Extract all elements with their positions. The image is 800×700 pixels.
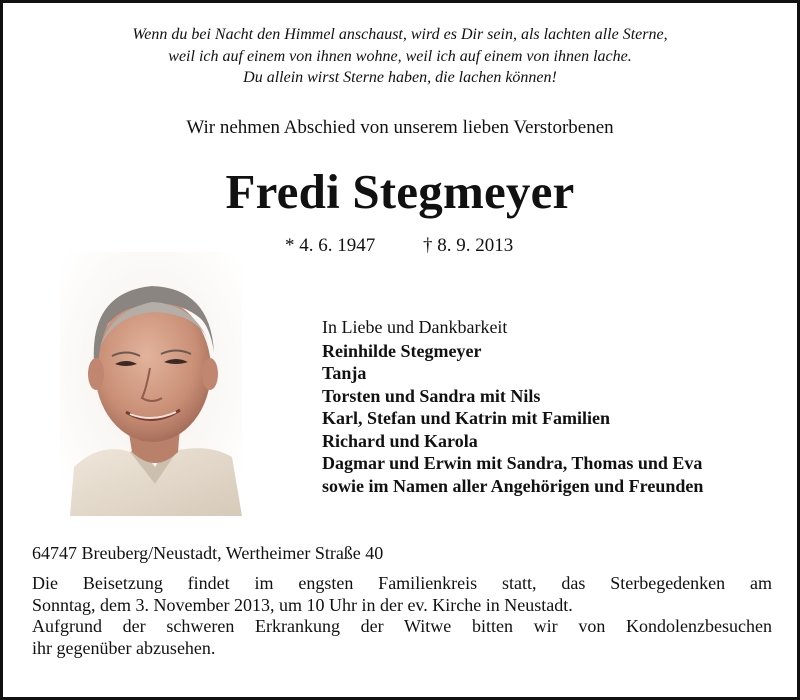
quote-line: Wenn du bei Nacht den Himmel anschaust, wird es Dir sein, als lachten alle Sterne,	[132, 26, 668, 43]
address: 64747 Breuberg/Neustadt, Wertheimer Straße 40	[32, 543, 384, 563]
notice-line: Sonntag, dem 3. November 2013, um 10 Uhr in der ev. Kirche in Neustadt.	[32, 594, 573, 615]
deceased-name: Fredi Stegmeyer	[225, 164, 575, 219]
quote-line: weil ich auf einem von ihnen wohne, weil ich auf einem von ihnen lache.	[168, 47, 632, 65]
poem-quote	[0, 24, 800, 89]
mourner-line: sowie im Namen aller Angehörigen und Freunden	[322, 475, 704, 496]
mourner-line: Karl, Stefan und Katrin mit Familien	[322, 408, 610, 428]
life-dates	[285, 235, 513, 257]
portrait-photo	[60, 252, 242, 516]
signature-lead: In Liebe und Dankbarkeit	[322, 317, 508, 337]
notice-line: Aufgrund der schweren Erkrankung der Witwe bitten wir von Kondolenzbesuchen	[32, 616, 772, 636]
death-date: † 8. 9. 2013	[423, 235, 514, 256]
signature-block	[322, 316, 703, 497]
quote-line: Du allein wirst Sterne haben, die lachen können!	[243, 69, 557, 86]
birth-date: * 4. 6. 1947	[285, 235, 376, 256]
mourner-line: Reinhilde Stegmeyer	[322, 340, 482, 361]
mourner-line: Tanja	[322, 363, 367, 383]
intro-text: Wir nehmen Abschied von unserem lieben Verstorbenen	[186, 117, 614, 138]
notice-line: ihr gegenüber abzusehen.	[32, 637, 216, 658]
mourner-line: Richard und Karola	[322, 430, 478, 451]
mourner-line: Torsten und Sandra mit Nils	[322, 385, 541, 406]
funeral-notice	[32, 573, 772, 659]
notice-line: Die Beisetzung findet im engsten Familienkreis statt, das Sterbegedenken am	[32, 573, 772, 593]
mourner-line: Dagmar und Erwin mit Sandra, Thomas und Eva	[322, 453, 703, 473]
